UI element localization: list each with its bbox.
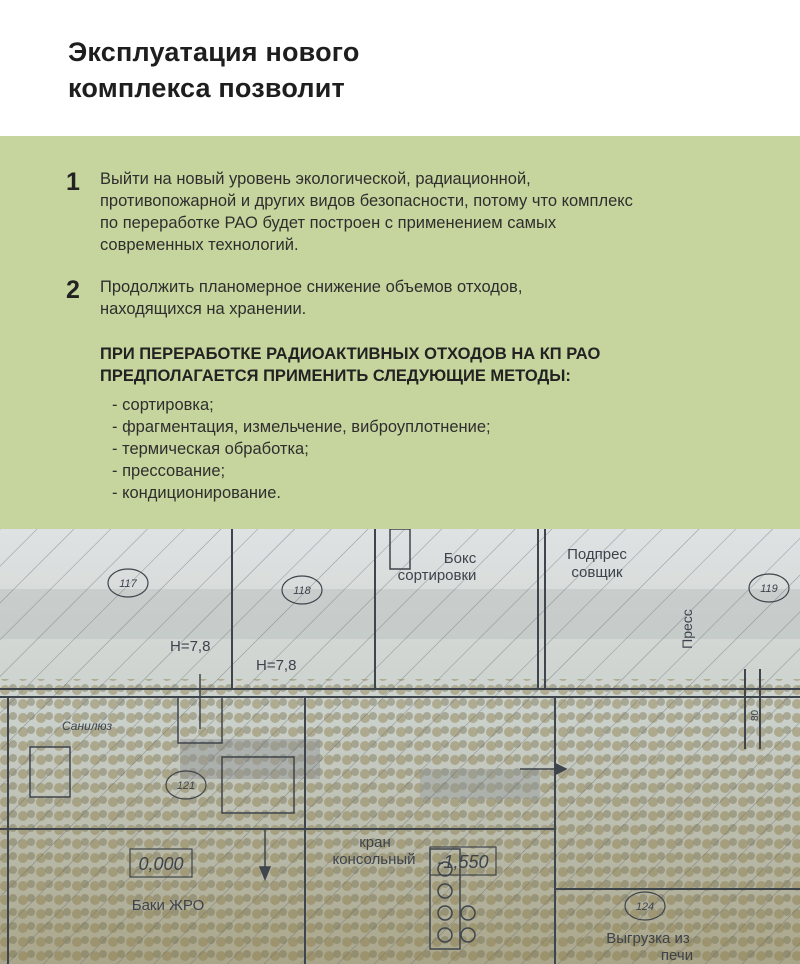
floor-plan-svg xyxy=(0,529,800,964)
room-121-label: 121 xyxy=(176,780,196,792)
room-117-label: 117 xyxy=(119,578,137,590)
height-label-2: Н=7,8 xyxy=(256,657,297,674)
press-vertical-label: Пресс xyxy=(679,609,695,649)
methods-heading-line: ПРЕДПОЛАГАЕТСЯ ПРИМЕНИТЬ СЛЕДУЮЩИЕ МЕТОДЫ: xyxy=(100,367,571,385)
method-item: - кондиционирование. xyxy=(112,484,281,502)
method-item: - фрагментация, измельчение, виброуплотнение; xyxy=(112,418,491,436)
item-text-line: противопожарной и других видов безопасности, потому что комплекс xyxy=(100,192,633,210)
unload-label-line1: Выгрузка из xyxy=(606,930,690,947)
crane-label-line1: кран xyxy=(359,834,391,851)
box-label-line1: Бокс xyxy=(443,550,477,567)
sanlock-label: Санилюз xyxy=(62,719,113,733)
title-line-2: комплекса позволит xyxy=(68,73,345,103)
title-line-1: Эксплуатация нового xyxy=(68,37,360,67)
item-text-line: находящихся на хранении. xyxy=(100,300,307,318)
press-label-line2: совщик xyxy=(571,564,623,581)
methods-list xyxy=(112,394,491,504)
item-text-line: Продолжить планомерное снижение объемов отходов, xyxy=(100,278,523,296)
dim-80-label: 80 xyxy=(750,709,761,721)
method-item: - термическая обработка; xyxy=(112,440,309,458)
item-text xyxy=(100,168,740,256)
room-124-label: 124 xyxy=(635,901,655,913)
item-text-line: по переработке РАО будет построен с применением самых xyxy=(100,214,557,232)
item-text-line: современных технологий. xyxy=(100,236,299,254)
hatch-overlay xyxy=(0,529,800,964)
item-number: 2 xyxy=(66,276,80,304)
item-text xyxy=(100,276,740,320)
level-minus-label: -1,550 xyxy=(437,852,489,872)
level-zero-label: 0,000 xyxy=(138,854,184,874)
height-label-1: Н=7,8 xyxy=(170,638,211,655)
floor-plan-image xyxy=(0,529,800,964)
item-text-line: Выйти на новый уровень экологической, радиационной, xyxy=(100,170,531,188)
box-label-line2: сортировки xyxy=(397,567,477,584)
page-title xyxy=(68,34,688,106)
methods-heading xyxy=(100,343,740,387)
unload-label-line2: печи xyxy=(660,947,694,964)
methods-heading-line: ПРИ ПЕРЕРАБОТКЕ РАДИОАКТИВНЫХ ОТХОДОВ НА КП РАО xyxy=(100,345,601,363)
room-119-label: 119 xyxy=(760,583,778,595)
method-item: - прессование; xyxy=(112,462,226,480)
tanks-label: Баки ЖРО xyxy=(131,897,205,914)
press-label-line1: Подпрес xyxy=(567,546,627,563)
crane-label-line2: консольный xyxy=(332,851,416,868)
info-panel xyxy=(0,136,800,529)
method-item: - сортировка; xyxy=(112,396,214,414)
item-number: 1 xyxy=(66,168,80,196)
room-118-label: 118 xyxy=(293,585,311,597)
